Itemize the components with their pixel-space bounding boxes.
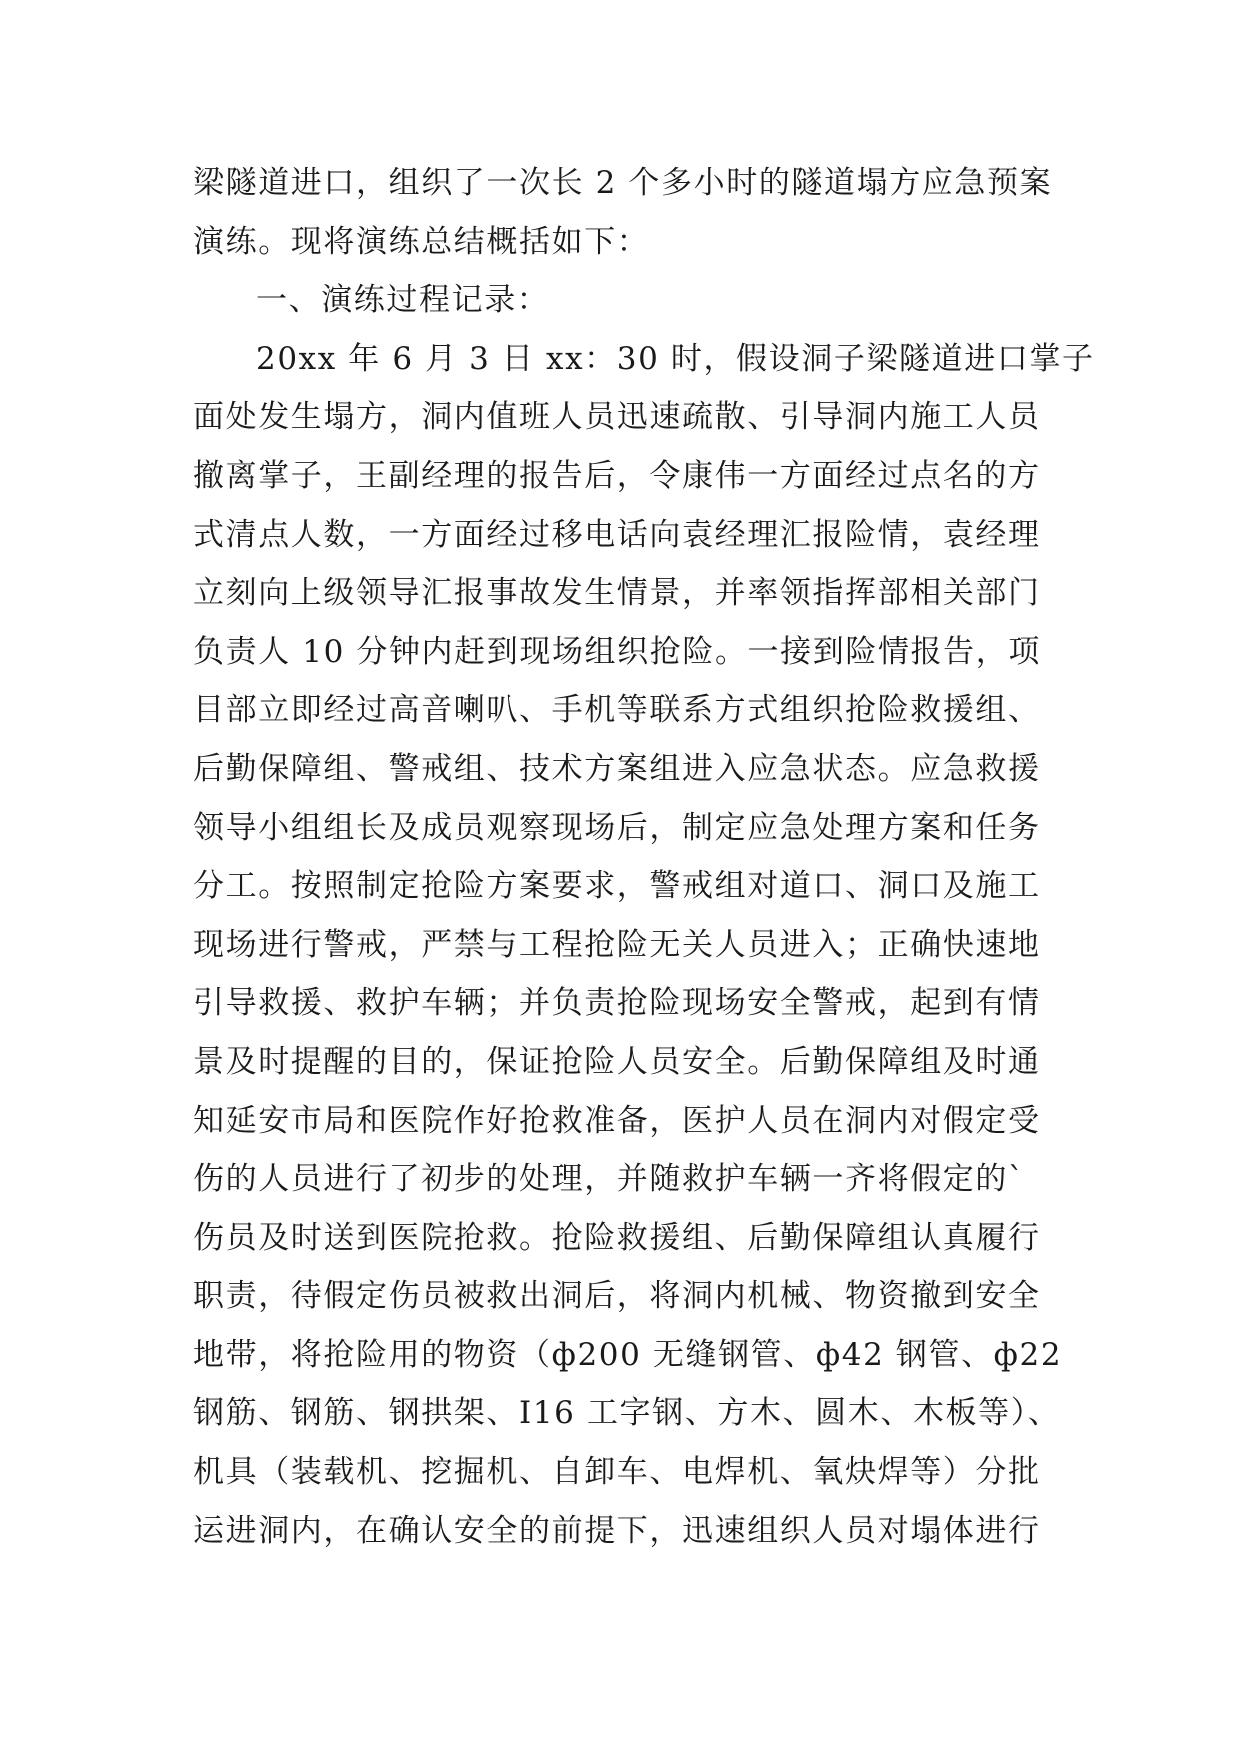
- text-line-2: 演练。现将演练总结概括如下：: [193, 223, 650, 260]
- text-line-8: 立刻向上级领导汇报事故发生情景，并率领指挥部相关部门: [193, 575, 1041, 612]
- text-line-10: 目部立即经过高音喇叭、手机等联系方式组织抢险救援组、: [193, 692, 1041, 729]
- section-heading: 一、演练过程记录：: [256, 282, 550, 319]
- text-line-7: 式清点人数，一方面经过移电话向袁经理汇报险情，袁经理: [193, 516, 1041, 553]
- text-line-24: 运进洞内，在确认安全的前提下，迅速组织人员对塌体进行: [193, 1512, 1041, 1549]
- text-line-18: 伤的人员进行了初步的处理，并随救护车辆一齐将假定的`: [193, 1161, 1026, 1198]
- text-line-13: 分工。按照制定抢险方案要求，警戒组对道口、洞口及施工: [193, 868, 1041, 905]
- text-line-21: 地带，将抢险用的物资（ф200 无缝钢管、ф42 钢管、ф22: [193, 1336, 1063, 1373]
- text-line-4: 20xx 年 6 月 3 日 xx：30 时，假设洞子梁隧道进口掌子: [256, 340, 1095, 377]
- text-line-17: 知延安市局和医院作好抢救准备，医护人员在洞内对假定受: [193, 1102, 1041, 1139]
- text-line-11: 后勤保障组、警戒组、技术方案组进入应急状态。应急救援: [193, 750, 1041, 787]
- text-line-23: 机具（装载机、挖掘机、自卸车、电焊机、氧炔焊等）分批: [193, 1454, 1041, 1491]
- text-line-6: 撤离掌子，王副经理的报告后，令康伟一方面经过点名的方: [193, 457, 1041, 494]
- text-line-14: 现场进行警戒，严禁与工程抢险无关人员进入；正确快速地: [193, 926, 1041, 963]
- text-line-19: 伤员及时送到医院抢救。抢险救援组、后勤保障组认真履行: [193, 1219, 1041, 1256]
- text-line-20: 职责，待假定伤员被救出洞后，将洞内机械、物资撤到安全: [193, 1278, 1041, 1315]
- text-line-1: 梁隧道进口，组织了一次长 2 个多小时的隧道塌方应急预案: [193, 165, 1053, 201]
- text-line-12: 领导小组组长及成员观察现场后，制定应急处理方案和任务: [193, 809, 1041, 846]
- text-line-16: 景及时提醒的目的，保证抢险人员安全。后勤保障组及时通: [193, 1043, 1041, 1080]
- text-line-22: 钢筋、钢筋、钢拱架、I16 工字钢、方木、圆木、木板等）、: [193, 1395, 1061, 1432]
- text-line-9: 负责人 10 分钟内赶到现场组织抢险。一接到险情报告，项: [193, 633, 1041, 670]
- text-line-5: 面处发生塌方，洞内值班人员迅速疏散、引导洞内施工人员: [193, 399, 1041, 436]
- text-line-15: 引导救援、救护车辆；并负责抢险现场安全警戒，起到有情: [193, 985, 1041, 1022]
- document-body: [193, 154, 1095, 1560]
